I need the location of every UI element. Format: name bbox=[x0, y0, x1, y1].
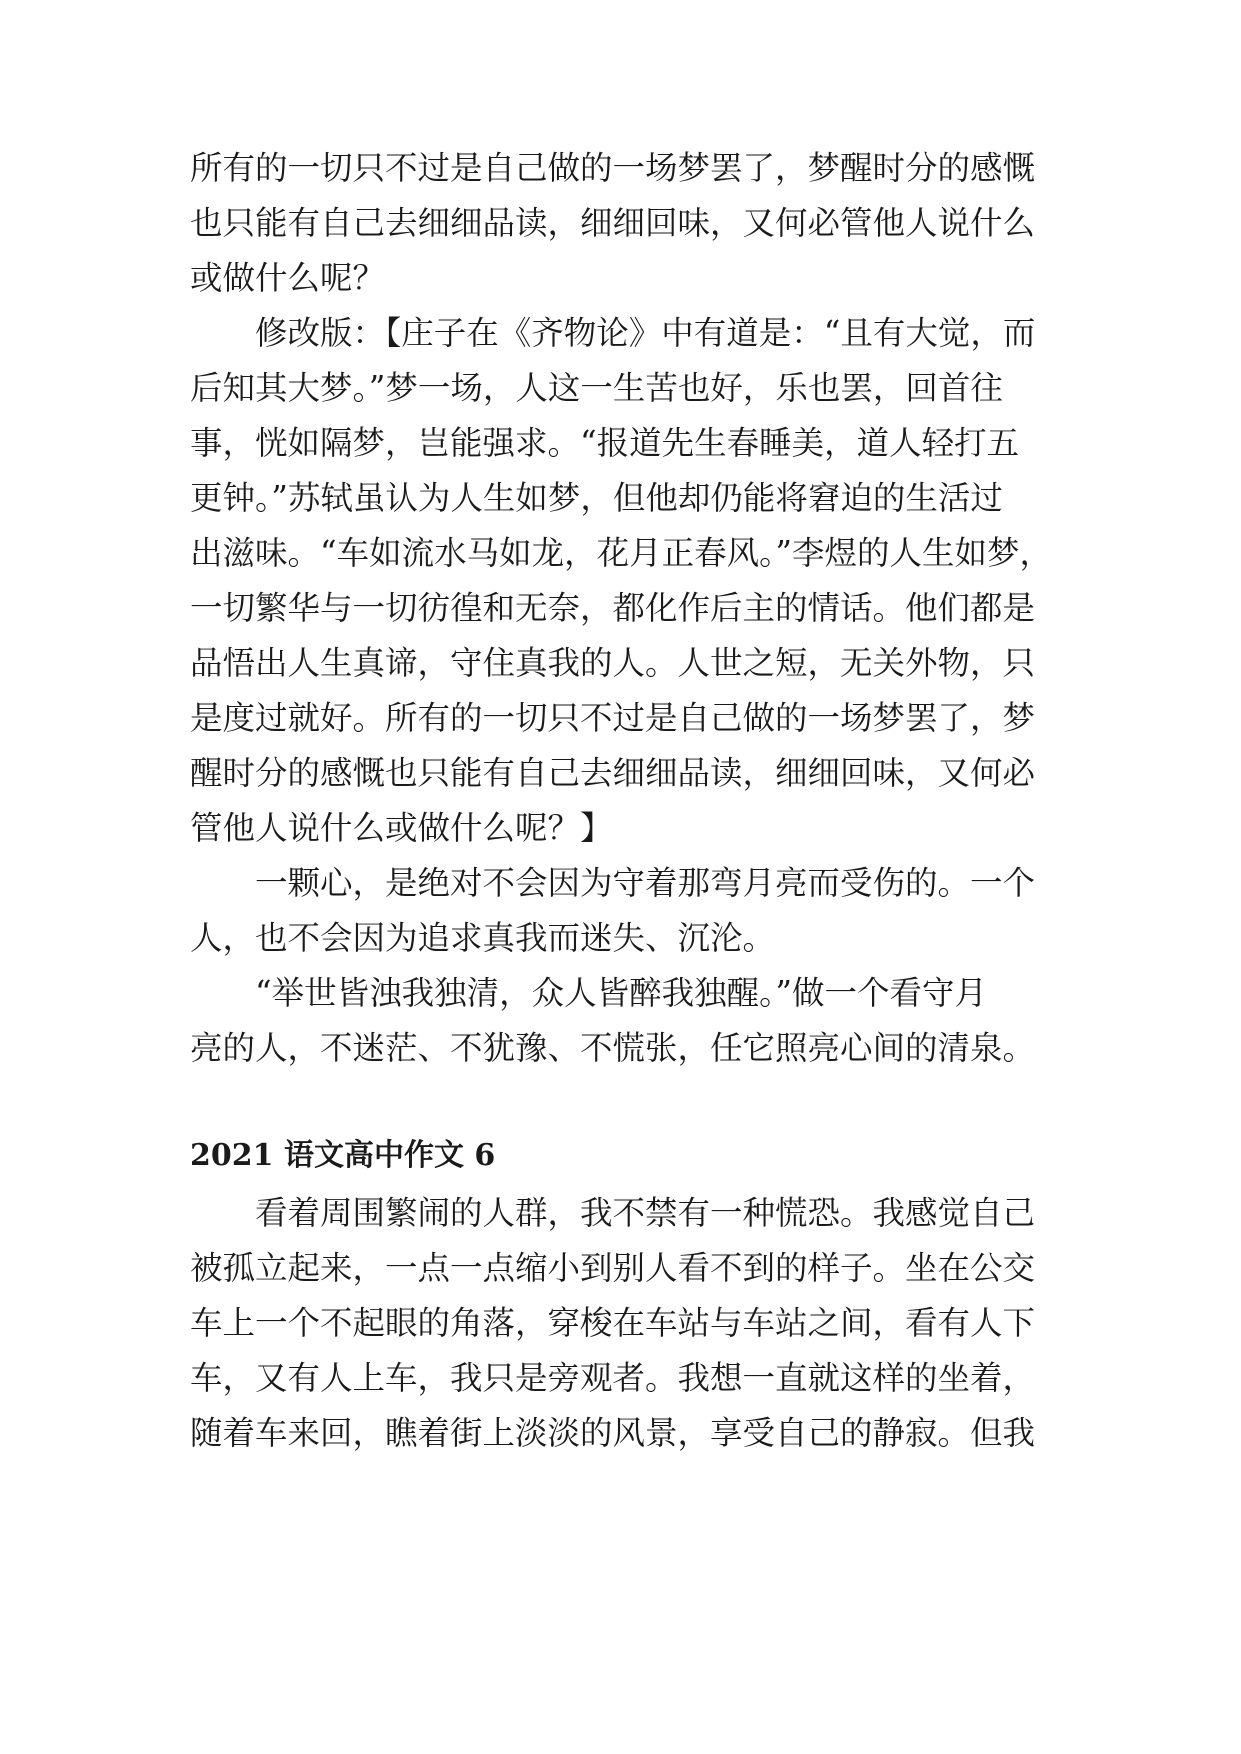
body-line: 车上一个不起眼的角落，穿梭在车站与车站之间，看有人下 bbox=[190, 1304, 1036, 1342]
body-line: 管他人说什么或做什么呢？】 bbox=[190, 809, 613, 847]
body-line: 被孤立起来，一点一点缩小到别人看不到的样子。坐在公交 bbox=[190, 1249, 1036, 1287]
section-heading: 2021 语文高中作文 6 bbox=[190, 1138, 496, 1173]
body-line: 事，恍如隔梦，岂能强求。“报道先生春睡美，道人轻打五 bbox=[190, 424, 1020, 462]
body-line: 品悟出人生真谛，守住真我的人。人世之短，无关外物，只 bbox=[190, 644, 1036, 682]
body-line: 更钟。”苏轼虽认为人生如梦，但他却仍能将窘迫的生活过 bbox=[190, 479, 1003, 517]
body-line: 后知其大梦。”梦一场，人这一生苦也好，乐也罢，回首往 bbox=[190, 369, 1003, 407]
body-line: “举世皆浊我独清，众人皆醉我独醒。”做一个看守月 bbox=[190, 974, 987, 1012]
body-line: 所有的一切只不过是自己做的一场梦罢了，梦醒时分的感慨 bbox=[190, 149, 1036, 187]
body-line: 是度过就好。所有的一切只不过是自己做的一场梦罢了，梦 bbox=[190, 699, 1036, 737]
body-line: 修改版：【庄子在《齐物论》中有道是：“且有大觉，而 bbox=[190, 314, 1036, 352]
body-line: 出滋味。“车如流水马如龙，花月正春风。”李煜的人生如梦， bbox=[190, 534, 1052, 572]
body-line: 醒时分的感慨也只能有自己去细细品读，细细回味，又何必 bbox=[190, 754, 1036, 792]
body-line: 或做什么呢？ bbox=[190, 259, 386, 297]
body-line: 人，也不会因为追求真我而迷失、沉沦。 bbox=[190, 919, 776, 957]
body-line: 看着周围繁闹的人群，我不禁有一种慌恐。我感觉自己 bbox=[190, 1194, 1036, 1232]
body-line: 一颗心，是绝对不会因为守着那弯月亮而受伤的。一个 bbox=[190, 864, 1036, 902]
body-line: 一切繁华与一切彷徨和无奈，都化作后主的情话。他们都是 bbox=[190, 589, 1036, 627]
body-line: 也只能有自己去细细品读，细细回味，又何必管他人说什么 bbox=[190, 204, 1036, 242]
body-line: 亮的人，不迷茫、不犹豫、不慌张，任它照亮心间的清泉。 bbox=[190, 1029, 1036, 1067]
body-line: 随着车来回，瞧着街上淡淡的风景，享受自己的静寂。但我 bbox=[190, 1414, 1036, 1452]
body-line: 车，又有人上车，我只是旁观者。我想一直就这样的坐着， bbox=[190, 1359, 1036, 1397]
